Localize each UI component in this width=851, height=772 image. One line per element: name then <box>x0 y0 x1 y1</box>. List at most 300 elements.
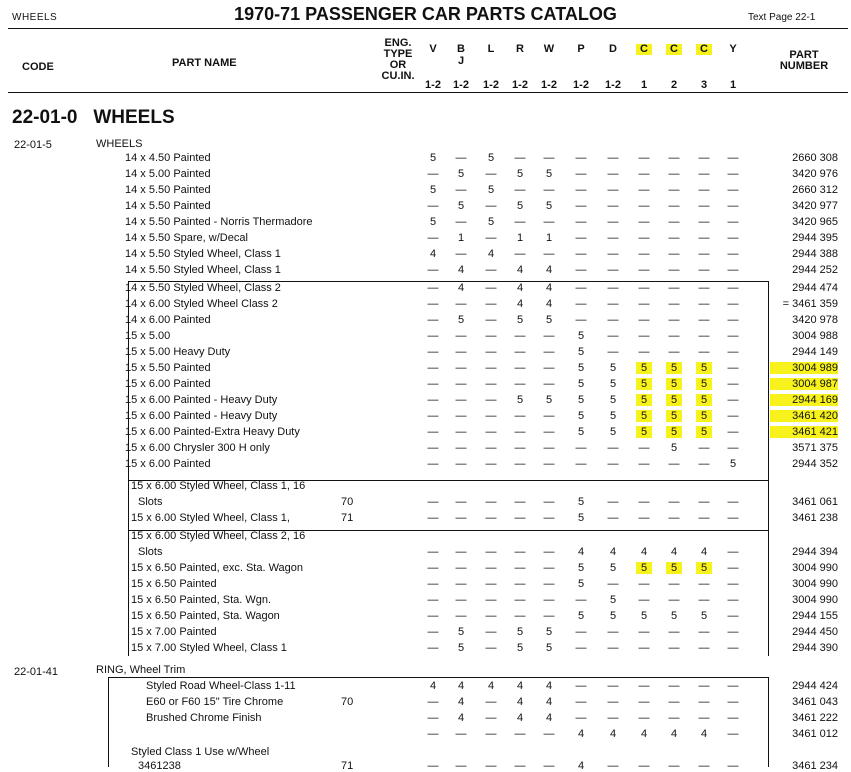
quantity-cell: 4 <box>516 696 524 708</box>
eng-type-line: ENG. <box>384 37 412 49</box>
quantity-cell: — <box>575 712 587 724</box>
quantity-cell: 4 <box>545 264 553 276</box>
quantity-cell: — <box>427 330 439 342</box>
quantity-cell: — <box>427 594 439 606</box>
quantity-cell: — <box>427 546 439 558</box>
quantity-cell: — <box>485 426 497 438</box>
quantity-cell: — <box>668 458 680 470</box>
quantity-cell: — <box>668 578 680 590</box>
quantity-cell: 5 <box>636 410 652 422</box>
group-name: RING, Wheel Trim <box>96 664 186 676</box>
quantity-cell: 5 <box>429 152 437 164</box>
quantity-cell: — <box>727 232 739 244</box>
part-name: 15 x 5.00 Heavy Duty <box>125 346 231 358</box>
quantity-cell: — <box>485 562 497 574</box>
quantity-cell: — <box>698 442 710 454</box>
quantity-cell: — <box>607 216 619 228</box>
quantity-cell: 4 <box>545 712 553 724</box>
part-name: 3461238 <box>138 760 181 772</box>
quantity-cell: — <box>668 642 680 654</box>
quantity-cell: 4 <box>457 696 465 708</box>
quantity-cell: — <box>668 216 680 228</box>
quantity-cell: — <box>727 442 739 454</box>
quantity-cell: — <box>514 346 526 358</box>
bracket-line <box>768 281 769 656</box>
quantity-cell: — <box>485 546 497 558</box>
quantity-cell: — <box>727 512 739 524</box>
quantity-cell: — <box>668 184 680 196</box>
quantity-cell: — <box>543 330 555 342</box>
quantity-cell: — <box>485 298 497 310</box>
section-code: 22-01-0 <box>12 107 78 128</box>
quantity-cell: 5 <box>545 394 553 406</box>
quantity-cell: — <box>575 314 587 326</box>
bracket-line <box>768 677 769 767</box>
quantity-cell: 5 <box>577 578 585 590</box>
quantity-cell: 5 <box>516 168 524 180</box>
part-name: Styled Road Wheel-Class 1-11 <box>146 680 296 692</box>
vehicle-letter-heading: R <box>516 43 524 55</box>
quantity-cell: — <box>485 232 497 244</box>
quantity-cell: — <box>668 152 680 164</box>
quantity-cell: 5 <box>666 410 682 422</box>
quantity-cell: — <box>427 578 439 590</box>
section-title: WHEELS <box>93 107 175 128</box>
part-name: 14 x 5.50 Painted <box>125 184 211 196</box>
quantity-cell: — <box>485 712 497 724</box>
quantity-cell: — <box>514 760 526 772</box>
quantity-cell: — <box>543 594 555 606</box>
quantity-cell: — <box>427 314 439 326</box>
quantity-cell: — <box>607 442 619 454</box>
quantity-cell: — <box>698 152 710 164</box>
part-number: 3004 990 <box>792 562 838 574</box>
quantity-cell: — <box>668 330 680 342</box>
quantity-cell: — <box>455 216 467 228</box>
quantity-cell: 5 <box>457 314 465 326</box>
quantity-cell: — <box>727 728 739 740</box>
quantity-cell: — <box>514 562 526 574</box>
quantity-cell: 4 <box>670 728 678 740</box>
quantity-cell: — <box>638 152 650 164</box>
part-number: 3461 238 <box>792 512 838 524</box>
quantity-cell: 5 <box>516 394 524 406</box>
quantity-cell: — <box>485 264 497 276</box>
quantity-cell: — <box>455 578 467 590</box>
series-heading: 1-2 <box>605 79 621 91</box>
quantity-cell: — <box>638 578 650 590</box>
quantity-cell: — <box>575 298 587 310</box>
quantity-cell: — <box>455 760 467 772</box>
quantity-cell: — <box>668 696 680 708</box>
quantity-cell: — <box>727 760 739 772</box>
part-name: 15 x 6.50 Painted, exc. Sta. Wagon <box>131 562 304 574</box>
part-number: 3461 061 <box>792 496 838 508</box>
quantity-cell: — <box>485 760 497 772</box>
quantity-cell: — <box>727 610 739 622</box>
part-number: 2660 312 <box>792 184 838 196</box>
part-number: 2944 394 <box>792 546 838 558</box>
bracket-line <box>108 677 768 678</box>
quantity-cell: 5 <box>487 152 495 164</box>
quantity-cell: — <box>607 298 619 310</box>
quantity-cell: 5 <box>429 216 437 228</box>
quantity-cell: 5 <box>609 378 617 390</box>
quantity-cell: — <box>514 496 526 508</box>
part-number: = 3461 359 <box>782 298 838 310</box>
quantity-cell: — <box>514 594 526 606</box>
quantity-cell: — <box>514 248 526 260</box>
quantity-cell: — <box>427 442 439 454</box>
quantity-cell: — <box>514 426 526 438</box>
part-name: 14 x 5.50 Painted - Norris Thermadore <box>125 216 313 228</box>
part-name: 14 x 5.50 Styled Wheel, Class 1 <box>125 264 281 276</box>
quantity-cell: — <box>607 712 619 724</box>
quantity-cell: 5 <box>545 168 553 180</box>
quantity-cell: 4 <box>577 728 585 740</box>
quantity-cell: — <box>427 712 439 724</box>
quantity-cell: — <box>668 712 680 724</box>
quantity-cell: — <box>607 264 619 276</box>
quantity-cell: 5 <box>545 200 553 212</box>
quantity-cell: — <box>698 680 710 692</box>
quantity-cell: 4 <box>700 546 708 558</box>
quantity-cell: — <box>638 512 650 524</box>
part-name: 15 x 6.00 Styled Wheel, Class 1, <box>131 512 290 524</box>
quantity-cell: — <box>638 248 650 260</box>
quantity-cell: — <box>638 680 650 692</box>
series-heading: 1-2 <box>425 79 441 91</box>
part-name: 15 x 6.50 Painted <box>131 578 217 590</box>
quantity-cell: 4 <box>457 282 465 294</box>
quantity-cell: — <box>485 378 497 390</box>
quantity-cell: — <box>727 298 739 310</box>
quantity-cell: — <box>485 458 497 470</box>
part-number: 2944 169 <box>770 394 838 406</box>
quantity-cell: — <box>543 578 555 590</box>
part-name: 15 x 6.50 Painted, Sta. Wgn. <box>131 594 272 606</box>
quantity-cell: — <box>638 314 650 326</box>
part-name: 15 x 6.00 Chrysler 300 H only <box>125 442 270 454</box>
quantity-cell: — <box>543 152 555 164</box>
quantity-cell: 4 <box>457 712 465 724</box>
quantity-cell: — <box>668 200 680 212</box>
quantity-cell: — <box>638 264 650 276</box>
eng-type-line: CU.IN. <box>381 70 415 82</box>
quantity-cell: 4 <box>545 696 553 708</box>
part-number: 3461 421 <box>770 426 838 438</box>
quantity-cell: — <box>427 562 439 574</box>
quantity-cell: — <box>485 578 497 590</box>
quantity-cell: 1 <box>545 232 553 244</box>
series-heading: 1 <box>729 79 737 91</box>
quantity-cell: — <box>543 426 555 438</box>
quantity-cell: 5 <box>609 362 617 374</box>
quantity-cell: — <box>607 314 619 326</box>
quantity-cell: — <box>607 626 619 638</box>
quantity-cell: 5 <box>577 426 585 438</box>
quantity-cell: — <box>727 410 739 422</box>
part-number: 3420 978 <box>792 314 838 326</box>
quantity-cell: — <box>455 512 467 524</box>
quantity-cell: — <box>485 626 497 638</box>
part-number-heading-line: NUMBER <box>779 60 829 72</box>
part-number: 2944 395 <box>792 232 838 244</box>
part-number: 2660 308 <box>792 152 838 164</box>
quantity-cell: — <box>668 168 680 180</box>
quantity-cell: — <box>455 610 467 622</box>
quantity-cell: — <box>455 184 467 196</box>
quantity-cell: 5 <box>696 378 712 390</box>
quantity-cell: — <box>575 216 587 228</box>
quantity-cell: 5 <box>696 362 712 374</box>
part-name: Slots <box>138 496 163 508</box>
quantity-cell: — <box>514 610 526 622</box>
quantity-cell: — <box>514 330 526 342</box>
quantity-cell: — <box>638 442 650 454</box>
quantity-cell: — <box>455 728 467 740</box>
quantity-cell: — <box>543 546 555 558</box>
quantity-cell: 5 <box>609 410 617 422</box>
part-name: E60 or F60 15" Tire Chrome <box>146 696 284 708</box>
quantity-cell: — <box>638 458 650 470</box>
quantity-cell: 5 <box>516 314 524 326</box>
quantity-cell: 5 <box>545 626 553 638</box>
quantity-cell: — <box>543 512 555 524</box>
quantity-cell: 4 <box>640 728 648 740</box>
quantity-cell: — <box>727 626 739 638</box>
quantity-cell: 4 <box>429 680 437 692</box>
quantity-cell: — <box>668 680 680 692</box>
quantity-cell: — <box>427 362 439 374</box>
quantity-cell: — <box>607 248 619 260</box>
vehicle-letter-heading: C <box>666 44 682 55</box>
quantity-cell: — <box>727 152 739 164</box>
quantity-cell: 4 <box>609 728 617 740</box>
quantity-cell: — <box>668 512 680 524</box>
quantity-cell: — <box>575 458 587 470</box>
quantity-cell: — <box>427 626 439 638</box>
quantity-cell: — <box>668 232 680 244</box>
quantity-cell: — <box>698 232 710 244</box>
quantity-cell: — <box>455 394 467 406</box>
quantity-cell: — <box>727 248 739 260</box>
quantity-cell: — <box>575 594 587 606</box>
quantity-cell: — <box>607 330 619 342</box>
quantity-cell: 4 <box>700 728 708 740</box>
vehicle-letter-heading: B <box>457 43 465 55</box>
part-name: 15 x 6.00 Painted - Heavy Duty <box>125 410 278 422</box>
quantity-cell: 5 <box>457 626 465 638</box>
quantity-cell: — <box>575 168 587 180</box>
quantity-cell: — <box>727 200 739 212</box>
quantity-cell: — <box>514 578 526 590</box>
quantity-cell: — <box>485 594 497 606</box>
quantity-cell: — <box>698 594 710 606</box>
quantity-cell: 5 <box>640 610 648 622</box>
quantity-cell: — <box>727 642 739 654</box>
vehicle-letter-heading: D <box>609 43 617 55</box>
quantity-cell: — <box>455 330 467 342</box>
quantity-cell: 5 <box>609 426 617 438</box>
part-number-heading-line: PART <box>789 49 819 61</box>
quantity-cell: — <box>427 728 439 740</box>
part-number: 2944 450 <box>792 626 838 638</box>
eng-type-value: 71 <box>341 512 354 524</box>
quantity-cell: — <box>485 346 497 358</box>
part-name-column-heading: PART NAME <box>172 57 237 69</box>
quantity-cell: 5 <box>609 562 617 574</box>
quantity-cell: — <box>698 496 710 508</box>
quantity-cell: 4 <box>545 680 553 692</box>
quantity-cell: — <box>698 712 710 724</box>
quantity-cell: — <box>638 642 650 654</box>
quantity-cell: — <box>727 562 739 574</box>
part-name: 14 x 5.00 Painted <box>125 168 211 180</box>
part-name: 15 x 7.00 Styled Wheel, Class 1 <box>131 642 287 654</box>
quantity-cell: — <box>485 168 497 180</box>
quantity-cell: — <box>427 760 439 772</box>
quantity-cell: — <box>427 394 439 406</box>
quantity-cell: — <box>668 282 680 294</box>
quantity-cell: — <box>575 282 587 294</box>
quantity-cell: 4 <box>516 712 524 724</box>
quantity-cell: 5 <box>636 362 652 374</box>
quantity-cell: — <box>485 496 497 508</box>
quantity-cell: — <box>698 298 710 310</box>
quantity-cell: — <box>668 496 680 508</box>
quantity-cell: — <box>727 346 739 358</box>
part-number: 3004 988 <box>792 330 838 342</box>
quantity-cell: — <box>638 216 650 228</box>
quantity-cell: — <box>727 594 739 606</box>
quantity-cell: — <box>543 728 555 740</box>
part-number: 2944 252 <box>792 264 838 276</box>
part-number: 3461 222 <box>792 712 838 724</box>
group-code: 22-01-41 <box>14 666 59 678</box>
quantity-cell: — <box>543 378 555 390</box>
quantity-cell: 4 <box>516 298 524 310</box>
quantity-cell: — <box>727 680 739 692</box>
quantity-cell: — <box>638 298 650 310</box>
quantity-cell: — <box>455 410 467 422</box>
quantity-cell: 4 <box>487 248 495 260</box>
quantity-cell: — <box>485 610 497 622</box>
quantity-cell: — <box>427 282 439 294</box>
quantity-cell: — <box>607 232 619 244</box>
quantity-cell: — <box>575 152 587 164</box>
quantity-cell: — <box>455 562 467 574</box>
quantity-cell: — <box>455 346 467 358</box>
quantity-cell: — <box>698 216 710 228</box>
quantity-cell: — <box>727 546 739 558</box>
quantity-cell: — <box>427 610 439 622</box>
quantity-cell: 1 <box>516 232 524 244</box>
quantity-cell: — <box>455 362 467 374</box>
quantity-cell: — <box>427 264 439 276</box>
part-number: 2944 388 <box>792 248 838 260</box>
part-name: 14 x 4.50 Painted <box>125 152 211 164</box>
part-number: 2944 390 <box>792 642 838 654</box>
part-number: 2944 474 <box>792 282 838 294</box>
quantity-cell: 5 <box>666 394 682 406</box>
part-name: 15 x 5.00 <box>125 330 171 342</box>
quantity-cell: — <box>668 760 680 772</box>
quantity-cell: — <box>455 458 467 470</box>
quantity-cell: — <box>727 314 739 326</box>
quantity-cell: — <box>543 248 555 260</box>
quantity-cell: — <box>727 264 739 276</box>
quantity-cell: 5 <box>457 168 465 180</box>
part-number: 3004 990 <box>792 578 838 590</box>
eng-type-column-heading <box>378 38 418 82</box>
quantity-cell: — <box>668 314 680 326</box>
quantity-cell: 5 <box>577 410 585 422</box>
quantity-cell: — <box>485 330 497 342</box>
quantity-cell: — <box>543 760 555 772</box>
part-number: 2944 424 <box>792 680 838 692</box>
part-number: 3004 987 <box>770 378 838 390</box>
quantity-cell: — <box>698 200 710 212</box>
quantity-cell: 4 <box>457 264 465 276</box>
quantity-cell: — <box>698 642 710 654</box>
part-name: 15 x 5.50 Painted <box>125 362 211 374</box>
part-name: Brushed Chrome Finish <box>146 712 262 724</box>
quantity-cell: 1 <box>457 232 465 244</box>
quantity-cell: 5 <box>636 426 652 438</box>
part-name: 15 x 6.00 Painted - Heavy Duty <box>125 394 278 406</box>
quantity-cell: — <box>455 442 467 454</box>
quantity-cell: — <box>698 282 710 294</box>
quantity-cell: — <box>727 712 739 724</box>
quantity-cell: — <box>668 248 680 260</box>
quantity-cell: — <box>427 512 439 524</box>
quantity-cell: 4 <box>545 282 553 294</box>
vehicle-letter-heading: C <box>636 44 652 55</box>
quantity-cell: 5 <box>696 426 712 438</box>
quantity-cell: 5 <box>577 362 585 374</box>
quantity-cell: — <box>698 578 710 590</box>
series-heading: 3 <box>700 79 708 91</box>
quantity-cell: — <box>575 442 587 454</box>
quantity-cell: 5 <box>545 642 553 654</box>
text-page-label: Text Page 22-1 <box>748 12 816 23</box>
quantity-cell: 5 <box>609 594 617 606</box>
quantity-cell: — <box>575 696 587 708</box>
quantity-cell: — <box>427 426 439 438</box>
quantity-cell: 5 <box>696 562 712 574</box>
quantity-cell: 5 <box>670 442 678 454</box>
quantity-cell: — <box>485 200 497 212</box>
series-heading: 1 <box>640 79 648 91</box>
part-name: 14 x 5.50 Spare, w/Decal <box>125 232 248 244</box>
catalog-title: 1970-71 PASSENGER CAR PARTS CATALOG <box>234 4 617 24</box>
quantity-cell: 4 <box>457 680 465 692</box>
quantity-cell: — <box>638 712 650 724</box>
vehicle-letter-heading: W <box>543 43 555 55</box>
quantity-cell: — <box>698 458 710 470</box>
series-heading: 1-2 <box>453 79 469 91</box>
quantity-cell: — <box>698 168 710 180</box>
eng-type-value: 71 <box>341 760 354 772</box>
quantity-cell: 5 <box>487 184 495 196</box>
quantity-cell: — <box>514 184 526 196</box>
part-number: 2944 149 <box>792 346 838 358</box>
quantity-cell: — <box>607 152 619 164</box>
quantity-cell: — <box>427 458 439 470</box>
part-number: 3004 990 <box>792 594 838 606</box>
part-name: 15 x 6.50 Painted, Sta. Wagon <box>131 610 280 622</box>
